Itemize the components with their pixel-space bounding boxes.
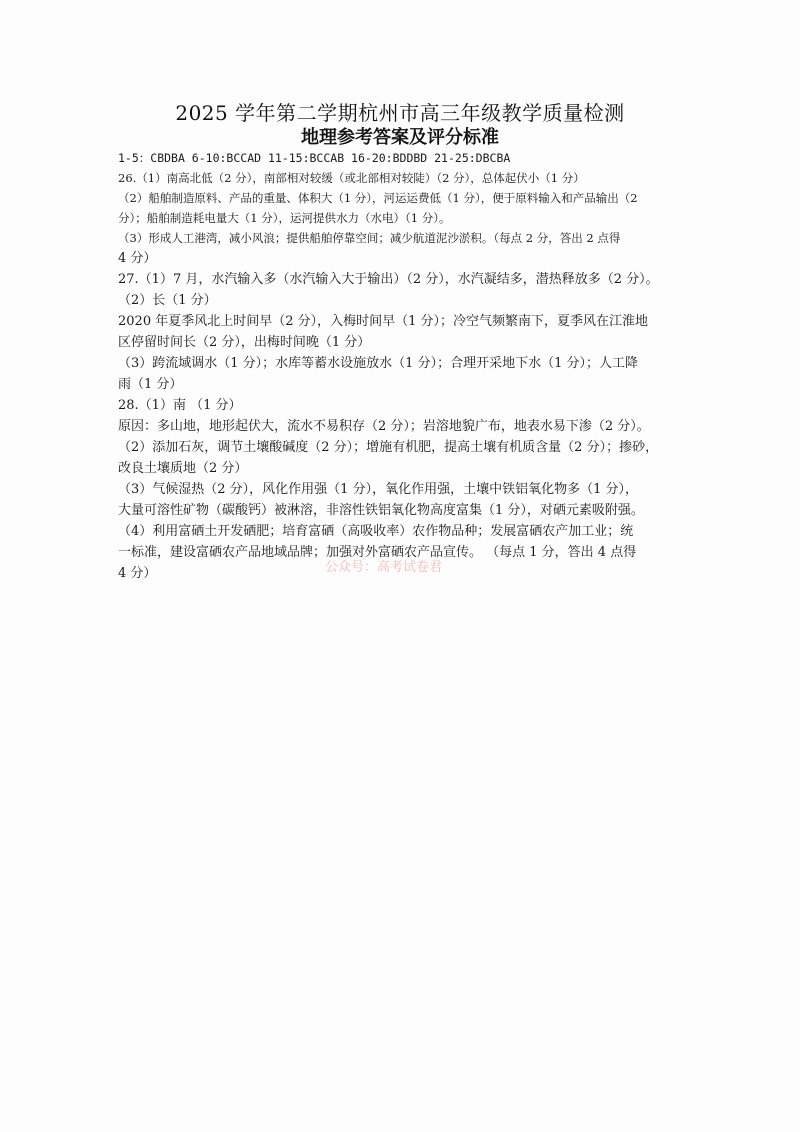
answer-line-28-3a: （3）气候湿热（2 分），风化作用强（1 分），氧化作用强，土壤中铁铝氧化物多（1 分）， bbox=[118, 482, 638, 497]
answer-line-28-2a: （2）添加石灰，调节土壤酸碱度（2 分）；增施有机肥，提高土壤有机质含量（2 分）；掺砂， bbox=[118, 440, 659, 455]
answer-line-26-2b: 分）；船舶制造耗电量大（1 分），运河提供水力（水电）（1 分）。 bbox=[118, 211, 451, 225]
answer-line-27-1: 27.（1）7 月，水汽输入多（水汽输入大于输出）（2 分），水汽凝结多，潜热释放多（2 分）。 bbox=[118, 272, 659, 287]
document-title: 2025 学年第二学期杭州市高三年级教学质量检测 bbox=[175, 101, 625, 125]
answer-line-27-2a: 2020 年夏季风北上时间早（2 分），入梅时间早（1 分）；冷空气频繁南下，夏季风在江淮地 bbox=[118, 314, 649, 329]
answer-line-mc: 1-5：CBDBA 6-10:BCCAD 11-15:BCCAB 16-20:BDDBD 21-25:DBCBA bbox=[118, 151, 511, 165]
answer-line-27-2b: 区停留时间长（2 分），出梅时间晚（1 分） bbox=[118, 335, 371, 350]
answer-line-28-1: 28.（1）南 （1 分） bbox=[118, 398, 242, 413]
answer-line-28-1-reason: 原因：多山地，地形起伏大，流水不易积存（2 分）；岩溶地貌广布，地表水易下渗（2 分）。 bbox=[118, 419, 650, 434]
answer-line-28-4c: 4 分） bbox=[118, 566, 157, 581]
answer-line-26-1: 26.（1）南高北低（2 分），南部相对较缓（或北部相对较陡）（2 分），总体起伏小（1 分） bbox=[118, 171, 585, 185]
answer-line-27-3b: 雨（1 分） bbox=[118, 377, 183, 392]
answer-line-26-3b: 4 分） bbox=[118, 251, 157, 266]
answer-line-28-3b: 大量可溶性矿物（碳酸钙）被淋溶，非溶性铁铝氧化物高度富集（1 分），对硒元素吸附强。 bbox=[118, 503, 644, 518]
answer-line-27-2: （2）长（1 分） bbox=[118, 293, 217, 308]
answer-body bbox=[118, 148, 684, 584]
answer-line-27-3a: （3）跨流域调水（1 分）；水库等蓄水设施放水（1 分）；合理开采地下水（1 分）；人工降 bbox=[118, 356, 638, 371]
answer-line-26-2a: （2）船舶制造原料、产品的重量、体积大（1 分），河运运费低（1 分），便于原料输入和产品输出（2 bbox=[118, 191, 638, 205]
answer-line-28-4b: 一标准，建设富硒农产品地域品牌；加强对外富硒农产品宣传。 （每点 1 分，答出 4 点得 bbox=[118, 545, 637, 560]
document-subtitle: 地理参考答案及评分标准 bbox=[301, 127, 499, 148]
answer-line-28-4a: （4）利用富硒土开发硒肥；培育富硒（高吸收率）农作物品种；发展富硒农产加工业；统 bbox=[118, 524, 634, 539]
answer-line-28-2b: 改良土壤质地（2 分） bbox=[118, 461, 248, 476]
answer-line-26-3a: （3）形成人工港湾，减小风浪；提供船舶停靠空间；减少航道泥沙淤积。（每点 2 分，答出 2 点得 bbox=[118, 231, 621, 245]
watermark-text: 公众号：高考试卷君 bbox=[325, 560, 443, 575]
